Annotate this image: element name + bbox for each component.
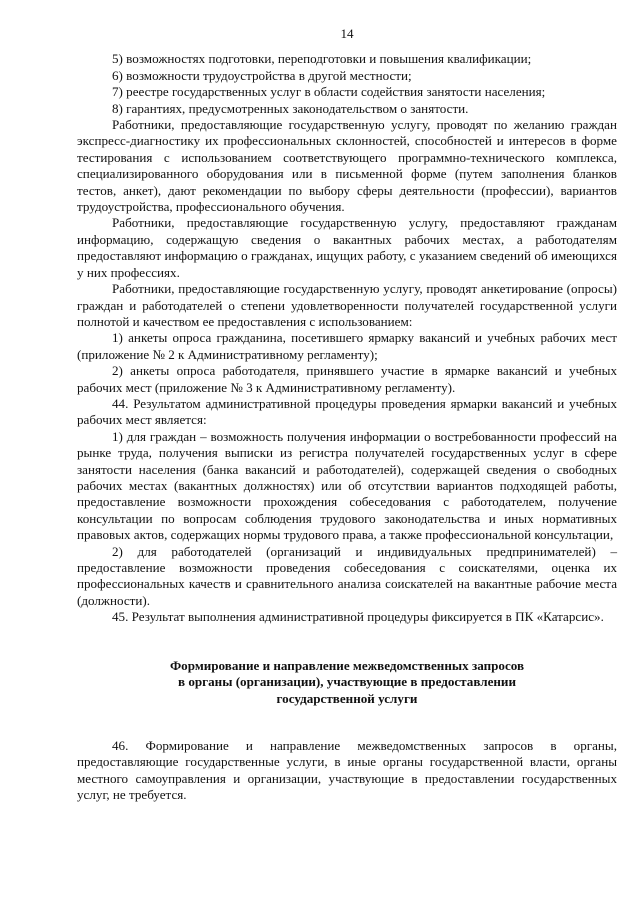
section-heading-line-1: Формирование и направление межведомственных запросов xyxy=(169,657,525,673)
list-item-6: 6) возможности трудоустройства в другой местности; xyxy=(112,67,412,83)
document-page xyxy=(77,26,617,804)
paragraph-vacancy-info: Работники, предоставляющие государственную услугу, предоставляют гражданам информацию, содержащую сведения о вакантных рабочих местах, а работодателям предоставляют информацию о гражданах, ищущих работу, с указанием сведений об имеющихся у них профессиях. xyxy=(77,215,617,280)
body-text-bottom xyxy=(77,738,617,804)
section-heading xyxy=(77,658,617,708)
paragraph-survey-citizen: 1) анкеты опроса гражданина, посетившего ярмарку вакансий и учебных рабочих мест (приложение № 2 к Административному регламенту); xyxy=(77,330,617,362)
page-number: 14 xyxy=(340,26,354,41)
section-heading-line-3: государственной услуги xyxy=(276,691,418,707)
paragraph-46: 46. Формирование и направление межведомственных запросов в органы, предоставляющие государственные услуги, в иные органы государственной власти, органы местного самоуправления и организации, участвующие в предоставлении государственных услуг, не требуется. xyxy=(77,738,617,803)
paragraph-44-1: 1) для граждан – возможность получения информации о востребованности профессий на рынке труда, получения выписки из регистра получателей государственных услуг в сфере занятости населения (банка вакансий и работодателей), содержащей сведения о свободных рабочих местах (вакантных должностях) или об отсутствии вариантов подходящей работы, предоставление возможности прохождения собеседования с работодателем, получение консультации по вопросам соблюдения трудового законодательства и иных нормативных правовых актов, содержащих нормы трудового права, а также профессиональной консультации, xyxy=(77,428,617,543)
paragraph-44-2: 2) для работодателей (организаций и индивидуальных предпринимателей) – предоставление возможности проведения собеседования с соискателями, оценка их профессиональных качеств и сравнительного анализа соискателей на вакантные рабочие места (должности). xyxy=(77,543,617,608)
list-item-7: 7) реестре государственных услуг в области содействия занятости населения; xyxy=(112,84,546,100)
paragraph-45: 45. Результат выполнения административной процедуры фиксируется в ПК «Катарсис». xyxy=(112,609,604,625)
paragraph-44: 44. Результатом административной процедуры проведения ярмарки вакансий и учебных рабочих мест является: xyxy=(77,395,617,428)
paragraph-express-diagnostics: Работники, предоставляющие государственную услугу, проводят по желанию граждан экспресс-диагностику их профессиональных склонностей, способностей и интересов в форме тестирования с использованием соответствующего программно-технического комплекса, специализированного оборудования или в письменной форме (путем заполнения бланков тестов, анкет), дают рекомендации по выбору сферы деятельности (профессии), вариантов трудоустройства, профессионального обучения. xyxy=(77,117,617,215)
list-item-5: 5) возможностях подготовки, переподготовки и повышения квалификации; xyxy=(112,51,532,67)
paragraph-surveys: Работники, предоставляющие государственную услугу, проводят анкетирование (опросы) граждан и работодателей о степени удовлетворенности получателей государственной услуги полнотой и качеством ее предоставления с использованием: xyxy=(77,281,617,329)
section-heading-line-2: в органы (организации), участвующие в предоставлении xyxy=(177,674,517,690)
paragraph-survey-employer: 2) анкеты опроса работодателя, принявшего участие в ярмарке вакансий и учебных рабочих мест (приложение № 3 к Административному регламенту). xyxy=(77,363,617,395)
body-text-top xyxy=(77,51,617,625)
list-item-8: 8) гарантиях, предусмотренных законодательством о занятости. xyxy=(112,100,469,116)
